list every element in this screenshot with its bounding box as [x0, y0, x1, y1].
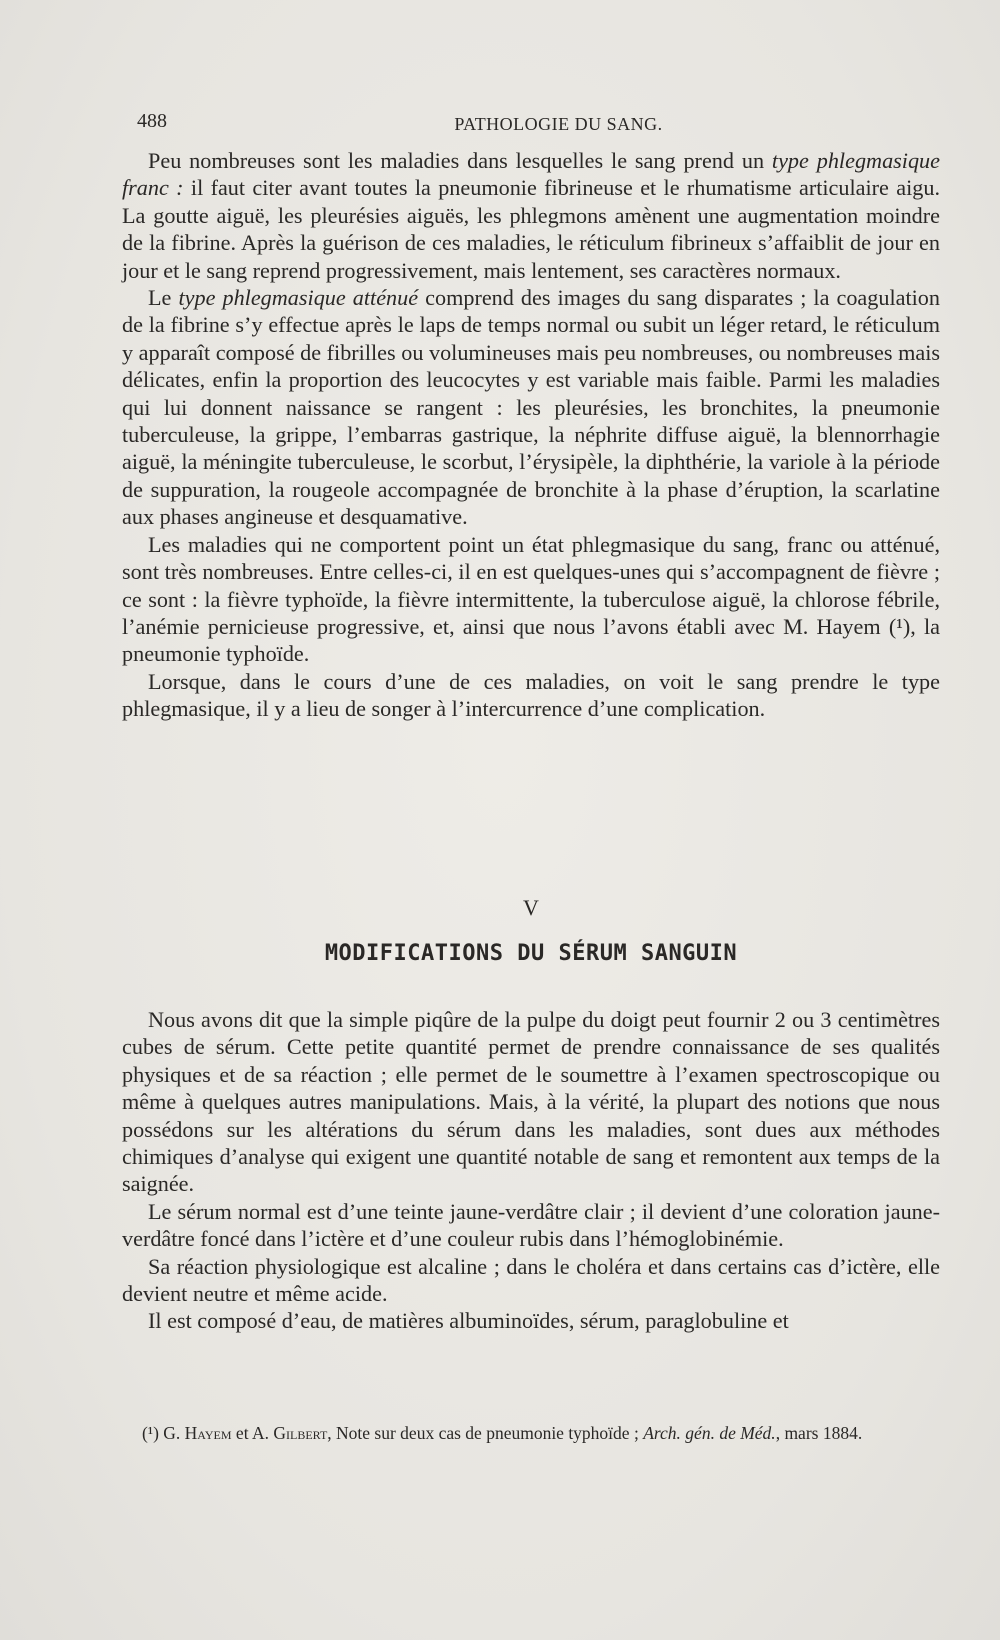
running-head: PATHOLOGIE DU SANG. — [454, 114, 663, 134]
paragraph — [122, 1006, 940, 1198]
text-run: comprend des images du sang disparates ; la coagulation de la fibrine s’y effectue après le laps de temps normal ou subit un léger retard, le réticulum y apparaît composé de fibrilles ou volumineuses mais peu nombreuses, ou nombreuses mais délicates, enfin la proportion des leucocytes y est variable mais faible. Parmi les maladies qui lui donnent naissance se rangent : les pleurésies, les bronchites, la pneumonie tuberculeuse, la grippe, l’embarras gastrique, la néphrite diffuse aiguë, la blennorrhagie aiguë, la méningite tuberculeuse, le scorbut, l’érysipèle, la diphthérie, la variole à la période de suppuration, la rougeole accompagnée de bronchite à la phase d’éruption, la scarlatine aux phases angineuse et desquamative. — [122, 285, 940, 530]
body-text-lower — [122, 1006, 940, 1335]
text-run: Les maladies qui ne comportent point un état phlegmasique du sang, franc ou atténué, sont très nombreuses. Entre celles-ci, il en est quelques-unes qui s’accompagnent de fièvre ; ce sont : la fièvre typhoïde, la fièvre intermittente, la tuberculose aiguë, la chlorose fébrile, l’anémie pernicieuse progressive, et, ainsi que nous l’avons établi avec M. Hayem (¹), la pneumonie typhoïde. — [122, 531, 940, 667]
paragraph — [122, 1198, 940, 1253]
text-run: Peu nombreuses sont les maladies dans lesquelles le sang prend un — [148, 148, 772, 173]
italic-text: type phlegmasique atténué — [178, 285, 419, 311]
text-run: Lorsque, dans le cours d’une de ces maladies, on voit le sang prendre le type phlegmasique, il y a lieu de songer à l’intercurrence d’une complication. — [122, 668, 940, 722]
page-number: 488 — [137, 110, 167, 132]
text-run: , mars 1884. — [775, 1423, 863, 1443]
paragraph — [122, 284, 940, 531]
text-run: , Note sur deux cas de pneumonie typhoïde ; — [327, 1423, 644, 1443]
italic-text: type phlegmasique franc : — [122, 148, 940, 201]
paragraph — [122, 531, 940, 668]
paragraph — [122, 1253, 940, 1308]
text-run: Sa réaction physiologique est alcaline ; dans le choléra et dans certains cas d’ictère, elle devient neutre et même acide. — [122, 1253, 940, 1307]
text-run: il faut citer avant toutes la pneumonie fibrineuse et le rhumatisme articulaire aigu. La goutte aiguë, les pleurésies aiguës, les phlegmons amènent une augmentation moindre de la fibrine. Après la guérison de ces maladies, le réticulum fibrineux s’affaiblit de jour en jour et le sang reprend progressivement, mais lentement, ses caractères normaux. — [122, 175, 940, 283]
footnote-text — [122, 1423, 940, 1444]
text-run: Le sérum normal est d’une teinte jaune-verdâtre clair ; il devient d’une coloration jaune-verdâtre foncé dans l’ictère et d’une couleur rubis dans l’hémoglobinémie. — [122, 1198, 940, 1252]
text-run: Nous avons dit que la simple piqûre de la pulpe du doigt peut fournir 2 ou 3 centimètres cubes de sérum. Cette petite quantité permet de prendre connaissance de ses qualités physiques et de sa réaction ; elle permet de le soumettre à l’examen spectroscopique ou même à quelques autres manipulations. Mais, à la vérité, la plupart des notions que nous possédons sur les altérations du sérum dans les maladies, sont dues aux méthodes chimiques d’analyse qui exigent une quantité notable de sang et remontent aux temps de la saignée. — [122, 1007, 940, 1197]
text-run: (¹) G. — [142, 1423, 185, 1443]
author-name: Gilbert — [273, 1423, 328, 1443]
body-text-upper — [122, 147, 940, 723]
author-name: Hayem — [184, 1423, 232, 1443]
page-header — [137, 110, 940, 140]
paragraph — [122, 147, 940, 284]
paragraph — [122, 1307, 940, 1334]
text-run: Le — [148, 285, 179, 311]
paragraph — [122, 668, 940, 723]
italic-text: Arch. gén. de Méd. — [643, 1423, 776, 1443]
text-run: et A. — [231, 1423, 274, 1443]
text-run: Il est composé d’eau, de matières albuminoïdes, sérum, paraglobuline et — [148, 1308, 789, 1334]
section-number: V — [523, 895, 539, 920]
section-title: MODIFICATIONS DU SÉRUM SANGUIN — [324, 941, 738, 966]
footnote — [122, 1423, 940, 1444]
